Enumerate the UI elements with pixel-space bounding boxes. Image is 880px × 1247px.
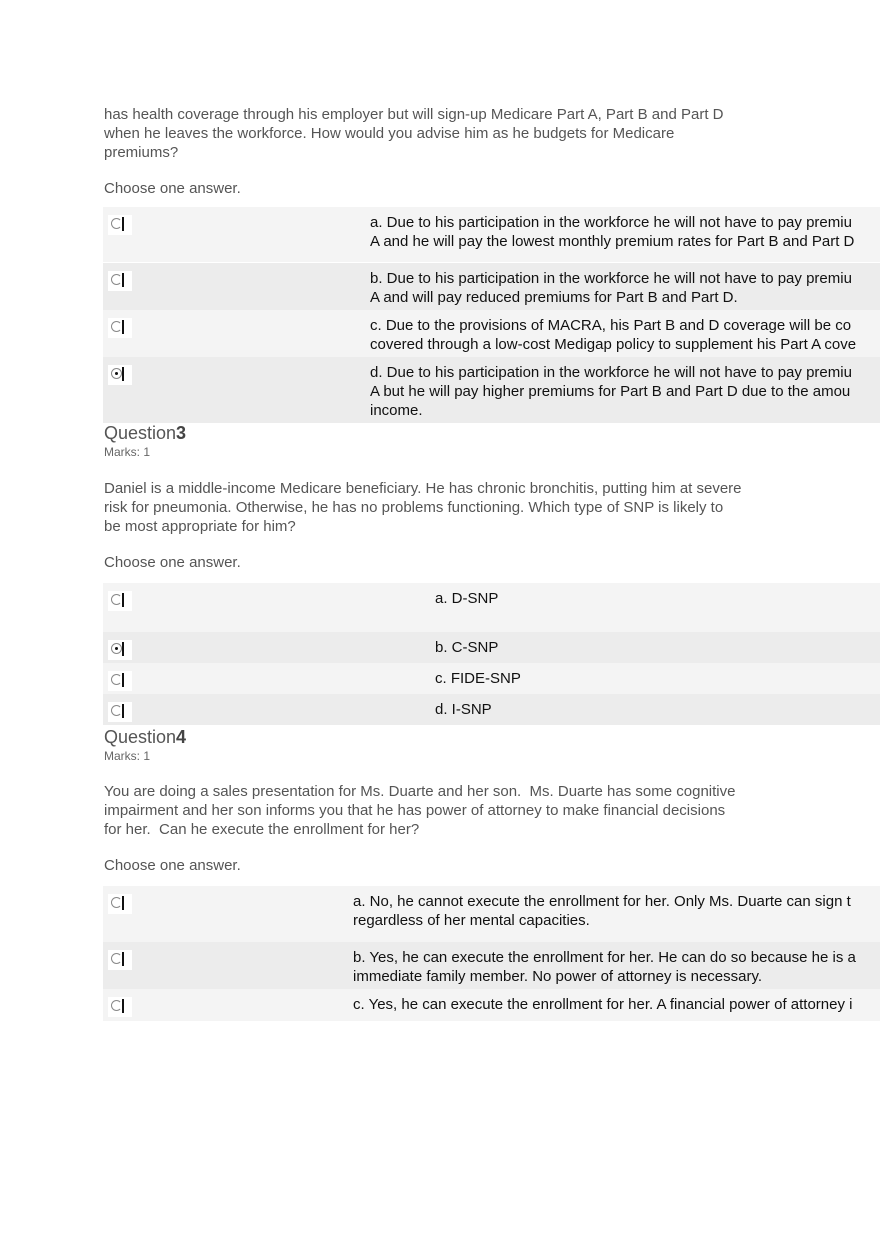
answer-option[interactable] xyxy=(103,632,880,663)
radio-button[interactable] xyxy=(108,671,132,691)
choose-one-label: Choose one answer. xyxy=(104,180,241,197)
text-cursor-icon xyxy=(122,896,124,910)
answer-option[interactable] xyxy=(103,207,880,262)
question-3-marks: Marks: 1 xyxy=(104,445,151,459)
answer-option-label: c. FIDE-SNP xyxy=(435,670,521,687)
answer-option-label: a. No, he cannot execute the enrollment for her. Only Ms. Duarte can sign t regardless of her mental capacities. xyxy=(353,893,851,929)
radio-circle-icon xyxy=(111,897,122,908)
radio-button[interactable] xyxy=(108,997,132,1017)
radio-circle-icon xyxy=(111,705,122,716)
answer-option[interactable] xyxy=(103,310,880,357)
text-cursor-icon xyxy=(122,952,124,966)
radio-button[interactable] xyxy=(108,215,132,235)
radio-circle-icon xyxy=(111,218,122,229)
answer-option-label: a. D-SNP xyxy=(435,590,499,607)
answer-option-label: b. Yes, he can execute the enrollment for her. He can do so because he is a immediate family member. No power of attorney is necessary. xyxy=(353,949,856,985)
radio-circle-icon xyxy=(111,674,122,685)
answer-option[interactable] xyxy=(103,663,880,694)
answer-option-label: b. C-SNP xyxy=(435,639,499,656)
question-4-marks: Marks: 1 xyxy=(104,749,151,763)
radio-circle-icon xyxy=(111,594,122,605)
radio-circle-icon xyxy=(111,321,122,332)
choose-one-label: Choose one answer. xyxy=(104,554,241,571)
question-label: Question xyxy=(104,423,177,443)
text-cursor-icon xyxy=(122,320,124,334)
text-cursor-icon xyxy=(122,273,124,287)
answer-option[interactable] xyxy=(103,886,880,942)
radio-button[interactable] xyxy=(108,950,132,970)
answer-option[interactable] xyxy=(103,942,880,989)
question-number: 4 xyxy=(176,727,187,747)
question-2-text: has health coverage through his employer but will sign-up Medicare Part A, Part B and Part D when he leaves the workforce. How would you advise him as he budgets for Medicare premiums? xyxy=(104,106,724,161)
radio-circle-icon xyxy=(111,1000,122,1011)
text-cursor-icon xyxy=(122,593,124,607)
radio-button[interactable] xyxy=(108,591,132,611)
answer-option-label: d. I-SNP xyxy=(435,701,492,718)
text-cursor-icon xyxy=(122,642,124,656)
question-4-text: You are doing a sales presentation for Ms. Duarte and her son. Ms. Duarte has some cognitive impairment and her son informs you that he has power of attorney to make financial decisions for her. Can he execute the enrollment for her? xyxy=(104,783,736,838)
choose-one-label: Choose one answer. xyxy=(104,857,241,874)
radio-button[interactable] xyxy=(108,365,132,385)
text-cursor-icon xyxy=(122,367,124,381)
answer-option[interactable] xyxy=(103,989,880,1021)
answer-option-label: c. Due to the provisions of MACRA, his Part B and D coverage will be co covered through a low-cost Medigap policy to supplement his Part A cove xyxy=(370,317,857,353)
answer-option[interactable] xyxy=(103,357,880,423)
radio-circle-icon xyxy=(111,368,122,379)
answer-option[interactable] xyxy=(103,583,880,632)
question-number: 3 xyxy=(176,423,187,443)
answer-option-label: a. Due to his participation in the workforce he will not have to pay premiu A and he will pay the lowest monthly premium rates for Part B and Part D xyxy=(370,214,855,250)
radio-button[interactable] xyxy=(108,318,132,338)
question-3-text: Daniel is a middle-income Medicare beneficiary. He has chronic bronchitis, putting him at severe risk for pneumonia. Otherwise, he has no problems functioning. Which type of SNP is likely to be most appropriate for him? xyxy=(104,480,742,535)
radio-button[interactable] xyxy=(108,640,132,660)
radio-circle-icon xyxy=(111,274,122,285)
radio-circle-icon xyxy=(111,953,122,964)
question-3-heading xyxy=(104,423,186,444)
radio-circle-icon xyxy=(111,643,122,654)
answer-option[interactable] xyxy=(103,263,880,310)
answer-option-label: d. Due to his participation in the workforce he will not have to pay premiu A but he will pay higher premiums for Part B and Part D due to the amou income. xyxy=(370,364,852,419)
question-4-heading xyxy=(104,727,186,748)
answer-option-label: c. Yes, he can execute the enrollment for her. A financial power of attorney i xyxy=(353,996,853,1013)
text-cursor-icon xyxy=(122,999,124,1013)
radio-button[interactable] xyxy=(108,894,132,914)
answer-option-label: b. Due to his participation in the workforce he will not have to pay premiu A and will pay reduced premiums for Part B and Part D. xyxy=(370,270,852,306)
radio-button[interactable] xyxy=(108,702,132,722)
text-cursor-icon xyxy=(122,217,124,231)
question-label: Question xyxy=(104,727,177,747)
text-cursor-icon xyxy=(122,704,124,718)
radio-button[interactable] xyxy=(108,271,132,291)
answer-option[interactable] xyxy=(103,694,880,725)
text-cursor-icon xyxy=(122,673,124,687)
